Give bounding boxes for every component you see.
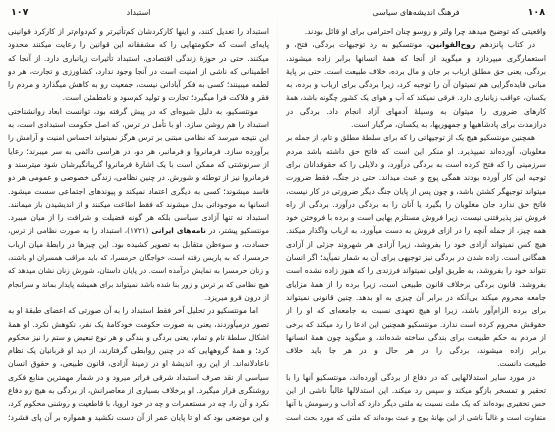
text-line: فاسد میشوند؛ کسی به دیگری اعتماد نمیکند و پیوندهای اجتماعی سست میشود. — [8, 186, 269, 196]
left-page — [8, 0, 269, 432]
text-line: متفاوت است و غالباً ناشی از این بهانهٔ پوچ و عبث بوده‌اند که ملتی که مورد بحث است — [286, 412, 546, 422]
paragraph — [8, 105, 269, 304]
text-line: از درون فرو میریزد. — [204, 292, 269, 302]
text-line — [8, 224, 269, 237]
text-line: برابر زاده میشوند، بردگی را در هر حال و در هر جا باید خلاف — [286, 346, 546, 356]
text-line: همه چیز، از جمله آنچه را در ازای فروش به دست میآورد، به ارباب واگذار میکند. — [286, 226, 546, 236]
text-line — [286, 38, 546, 51]
paragraph — [286, 38, 546, 131]
text-line: مونتسکیو، به دلیل شیوه‌ای که در پیش گرفته بود، توانست ابعاد روانشناختی — [8, 106, 258, 116]
emphasized-book-title: روح‌القوانین — [429, 40, 476, 50]
running-head-title: استبداد — [126, 8, 151, 17]
text-line: استبداد را تعدیل کنند، و اینها کارکردشان کم‌تأثیرتر و کم‌دوام‌تر از کارکرد قوانینی — [8, 27, 269, 36]
text-line: همچنین مونتسکیو هیچ یک از توجیهاتی را که برای سلطهٔ مطلق و تام، از جمله بر — [286, 133, 535, 143]
page-number: ۱۰۸ — [527, 7, 545, 18]
text-line: حس تحقیری بوده‌اند که یک ملت نسبت به ملتی دیگر دارد که آداب و رسومش با آنها — [286, 399, 546, 409]
body-text — [286, 25, 546, 424]
paragraph — [286, 25, 546, 38]
text-line: و زنان حرمسرا به نمایش درآمده است. در پایان داستان، شورش زنان نشان میدهد که — [8, 266, 269, 276]
text-line: حقوقش محروم کرده است ندارد. مونتسکیو همچنین این ادعا را رد میکند که برخی — [286, 319, 546, 329]
text-line: جامعه محروم میکند بی‌آنکه در برابر آن چیزی به او بدهد. چنین قانونی نمیتواند — [286, 292, 546, 302]
text-line: هیچ نظامی که بر ترس و زور بنا شده باشد نمیتواند برای همیشه پایدار بماند و سرانجام — [8, 279, 269, 289]
text-line: استبداد را هم روشن سازد. او با تأمل در ترس، که اصل حکومت استبدادی است، به — [8, 120, 269, 130]
text-line: کارهای ضروری را میتوان به وسیلهٔ آدمهای آزاد انجام داد. بردگی در — [286, 106, 546, 116]
text-line: از سرنوشتی که ممکن است با یک اشارهٔ فرمانروا گریبانگیرشان شود میترسند و — [8, 159, 269, 169]
text-line: درازمدت برای پادشاهیها و جمهوریها، به یکسان، مرگبار است. — [351, 120, 546, 130]
text-line: لطمه میبینند؛ کسی به فکر آبادانی نیست، جمعیت رو به کاهش میگذارد و مردم را — [8, 80, 269, 90]
text-line: طبیعت دانست. — [496, 359, 546, 369]
paragraph — [8, 304, 269, 424]
text-line: اشکال سلطهٔ تام و تمام، یعنی بردگی و بندگی و هر نوع تبعیض و ستم را نیز محکوم — [8, 332, 269, 342]
text-line: روشنگری قرار میگیرد. او برخلاف بسیاری از معاصرانش، از بردگی به هیچ رو دفاع — [8, 386, 269, 396]
paragraph — [286, 371, 546, 424]
text-line: تحقیر و تمسخر بازگو میکند و سپس رد میکند. این استدلالها غالباً ناشی از این — [286, 386, 546, 396]
text-line: سیاسی از نقد صرف استبداد شرقی فراتر میرود و در شمار مهمترین منابع فکری — [8, 372, 269, 382]
body-text — [8, 25, 269, 424]
text-line: سرزمینی را که فتح کرده است به بردگی درآورد، و دلایلی را که حقوقدانان برای — [286, 159, 546, 169]
text-line: اطمینانی که ناشی از امنیت است در آنجا وجود ندارد، کشاورزی و تجارت، هر دو — [8, 66, 269, 76]
text-segment: مونتسکیو پیشتر، در — [205, 226, 269, 236]
text-line: از مردم به حکم طبیعت برای بندگی ساخته شده‌اند، و میگوید چون همهٔ انسانها — [286, 332, 546, 342]
text-line: واقعیتی که توضیح میدهد چرا ولتر و روسو چنان احترامی برای او قائل بودند. — [304, 27, 546, 36]
text-line: میتواند توجیهگر کشتن باشد، و چون پس از پایان جنگ دیگر ضرورتی در کار نیست، — [286, 186, 546, 196]
text-line: فاتح حق ندارد جان مغلوبان را بگیرد یا آنان را به بردگی درآورد. بردگی از راه — [286, 199, 546, 209]
text-line: فرمانروا نیز از توطئه و شورش. در چنین نظامی، زندگی خصوصی و عمومی هر دو — [8, 173, 269, 183]
text-line: مبانی فایده‌گرایی هم نمیتوان آن را توجیه کرد، زیرا بردگی برای ارباب و برده، به — [286, 80, 546, 90]
text-line: فقر و فلاکت فرا میگیرد؛ تجارت و تولید کم‌سود و نامطمئن است. — [62, 93, 269, 103]
text-line: این نتیجه میرسد که نظامی مبتنی بر ترس هرگز نمیتواند احساس امنیت و آرامش را — [8, 133, 269, 143]
text-line: هیچ کس نمیتواند آزادی خود را بفروشد، زیرا آزادی هر شهروند جزئی از آزادی — [286, 239, 546, 249]
text-segment: ، مونتسکیو به رد توجیهات بردگی، فتح، و — [286, 40, 430, 50]
running-head — [286, 5, 546, 20]
text-line: حرمسرا، که به پاریس رفته است، خواجگان حرمسرا، که باید مراقب همسران او باشند، — [8, 253, 269, 263]
text-line: همگانی است. زاده شدن در بردگی نیز توجیهی برای آن به شمار نمیآید؛ اگر انسان — [286, 253, 546, 263]
text-line: کرد؛ و همهٔ گروههایی که در چنین روابطی گرفتارند، از دید او قربانیان یک نظام — [8, 346, 269, 356]
text-line: تصور درمیآوردند، یعنی به صورت حکومت خودکامهٔ یک نفر، نکوهش نکرد. او همهٔ — [8, 319, 269, 329]
text-line: برای برده الزام‌آور باشد، زیرا او هیچ تعهدی نسبت به جامعه‌ای که او را از — [286, 306, 546, 316]
text-line: یکسان، عواقب زیانباری دارد. فرقی نمیکند که آب و هوای یک کشور چگونه باشد، همهٔ — [286, 93, 546, 103]
running-head — [8, 5, 269, 20]
text-line: ناعادلانه‌اند. از این رو، اندیشهٔ او در زمینهٔ آزادی، قانون طبیعی، و حقوق انسان — [8, 359, 269, 369]
text-line: برآورده سازد. فرمانروا و فرمانبر، هر دو، در هراسی دائمی به سر میبرند؛ رعایا — [8, 146, 269, 156]
text-segment: در کتاب پانزدهم — [475, 40, 535, 50]
text-line: و این موضعی بود که او تا پایان عمر از آن دست نکشید و همواره بر آن پای فشرد؛ — [8, 412, 269, 422]
text-line: توجیه این کار آورده بودند همگی پوچ و عبث میداند. حتی در جنگ، فقط ضرورت — [286, 173, 546, 183]
text-line: انسانها به موجوداتی بدل میشوند که فقط اطاعت میکنند و از اندیشیدن باز میمانند. — [8, 199, 269, 209]
text-line: مغلوبان، آورده‌اند نمیپذیرد. او منکر این است که فاتح حق داشته باشد مردم — [286, 146, 546, 156]
text-line: میکنند. حتی در حوزهٔ زندگی اقتصادی، استبداد تأثیرات زیانباری دارد. از آنجا که — [8, 53, 269, 63]
paragraph — [8, 25, 269, 105]
emphasized-book-title: نامه‌های ایرانی — [151, 226, 206, 236]
text-line: نکرد و آن را، چه در مستعمرات و چه در خود اروپا، با قاطعیت و روشنی محکوم کرد، — [8, 399, 269, 409]
page-gutter — [277, 0, 278, 432]
text-line: بفروشد. قانون بردگی برخلاف قانون طبیعی است، زیرا برده را از همهٔ مزایای — [286, 279, 546, 289]
text-line: اما مونتسکیو در تحلیل آخر فقط استبداد را به آن صورتی که اعضای طبقهٔ او به — [8, 306, 258, 316]
text-line: استعمارگری میپردازد و میگوید از آنجا که همهٔ انسانها برابر زاده میشوند، — [286, 53, 546, 63]
text-line: در مورد سایر استدلالهایی که در دفاع از بردگی آورده‌اند، مونتسکیو آنها را با — [286, 372, 535, 382]
text-line: بردگی، یعنی حق مطلق ارباب بر جان و مال برده، خلاف طبیعت است. حتی بر پایهٔ — [286, 66, 546, 76]
text-line: استبداد نه تنها آزادی سیاسی بلکه هر گونه فضیلت و شرافت را از میان میبرد. — [8, 213, 269, 223]
paragraph — [286, 131, 546, 370]
text-line: حسادت، و سوءظن متقابل به تصویر کشیده بود. این چیزها در رابطهٔ میان ارباب — [8, 239, 269, 249]
text-line: فروش نیز پذیرفتنی نیست، زیرا فروش مستلزم بهایی است و برده با فروختن خود — [286, 213, 546, 223]
right-page — [286, 0, 546, 432]
text-line: پایه‌ای است که حکومتهایی را که مشفقانه این قوانین را رعایت میکنند محدود — [8, 40, 269, 50]
running-head-title: فرهنگ اندیشه‌های سیاسی — [372, 8, 460, 17]
text-segment: (۱۷۲۱)، استبداد را به صورت نظامی از ترس، — [8, 226, 152, 236]
text-line: نتواند خود را بفروشد، به طریق اولی نمیتواند فرزندی را که هنوز زاده نشده است — [286, 266, 546, 276]
page-number: ۱۰۷ — [11, 7, 29, 18]
